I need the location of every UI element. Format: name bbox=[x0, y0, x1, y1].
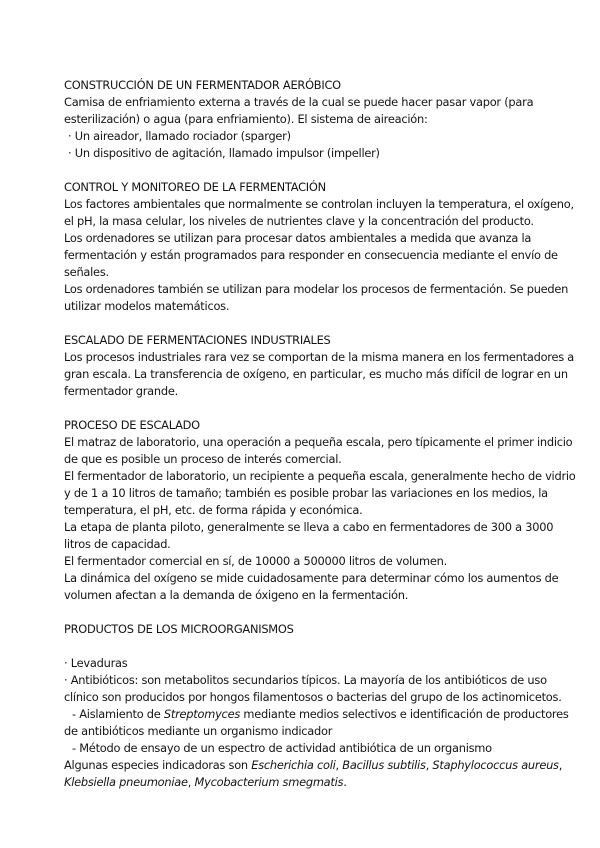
text-span: , bbox=[187, 775, 195, 789]
text-line: utilizar modelos matemáticos. bbox=[64, 299, 230, 313]
text-span: , bbox=[425, 758, 433, 772]
text-line: y de 1 a 10 litros de tamaño; también es posible probar las variaciones en los medios, la bbox=[64, 486, 548, 500]
bullet-item: · Un aireador, llamado rociador (sparger) bbox=[68, 129, 291, 143]
species-name: Bacillus subtilis bbox=[342, 758, 426, 772]
text-line: El fermentador de laboratorio, un recipiente a pequeña escala, generalmente hecho de vidrio bbox=[64, 469, 576, 483]
text-line: Los ordenadores también se utilizan para modelar los procesos de fermentación. Se pueden bbox=[64, 282, 569, 296]
text-line bbox=[64, 757, 564, 774]
text-line: de que es posible un proceso de interés comercial. bbox=[64, 452, 342, 466]
text-line: de antibióticos mediante un organismo indicador bbox=[64, 724, 333, 738]
document-content bbox=[64, 77, 576, 808]
section-heading: PROCESO DE ESCALADO bbox=[64, 418, 200, 432]
text-line: litros de capacidad. bbox=[64, 537, 171, 551]
text-line: fermentación y están programados para responder en consecuencia mediante el envío de bbox=[64, 248, 558, 262]
text-span: . bbox=[343, 775, 347, 789]
section-productos bbox=[64, 621, 569, 791]
text-line: clínico son producidos por hongos filamentosos o bacterias del grupo de los actinomicetos. bbox=[64, 690, 562, 704]
species-name: Staphylococcus aureus bbox=[432, 758, 559, 772]
section-heading: ESCALADO DE FERMENTACIONES INDUSTRIALES bbox=[64, 333, 331, 347]
section-control bbox=[64, 179, 574, 315]
text-line: El matraz de laboratorio, una operación a pequeña escala, pero típicamente el primer indicio bbox=[64, 435, 573, 449]
text-span: mediante medios selectivos e identificación de productores bbox=[240, 707, 569, 721]
bullet-item: · Levaduras bbox=[64, 656, 128, 670]
section-heading: CONTROL Y MONITOREO DE LA FERMENTACIÓN bbox=[64, 180, 326, 194]
text-line bbox=[64, 774, 564, 791]
species-name: Mycobacterium smegmatis bbox=[194, 775, 344, 789]
text-line: gran escala. La transferencia de oxígeno, en particular, es mucho más difícil de lograr en un bbox=[64, 367, 568, 381]
text-line: El fermentador comercial en sí, de 10000 a 500000 litros de volumen. bbox=[64, 554, 447, 568]
sub-item: - Método de ensayo de un espectro de actividad antibiótica de un organismo bbox=[72, 741, 492, 755]
text-line: el pH, la masa celular, los niveles de nutrientes clave y la concentración del producto. bbox=[64, 214, 534, 228]
section-heading: PRODUCTOS DE LOS MICROORGANISMOS bbox=[64, 622, 294, 636]
text-line: fermentador grande. bbox=[64, 384, 178, 398]
bullet-item: · Un dispositivo de agitación, llamado impulsor (impeller) bbox=[68, 146, 380, 160]
species-name: Klebsiella pneumoniae bbox=[64, 775, 188, 789]
text-line: volumen afectan a la demanda de óxigeno en la fermentación. bbox=[64, 588, 409, 602]
text-line: Los factores ambientales que normalmente se controlan incluyen la temperatura, el oxígeno, bbox=[64, 197, 574, 211]
text-line: temperatura, el pH, etc. de forma rápida y económica. bbox=[64, 503, 363, 517]
section-construccion bbox=[64, 77, 564, 162]
bullet-item: · Antibióticos: son metabolitos secundarios típicos. La mayoría de los antibióticos de uso bbox=[64, 673, 547, 687]
species-name: Escherichia coli bbox=[251, 758, 336, 772]
sub-item bbox=[64, 706, 569, 723]
section-heading: CONSTRUCCIÓN DE UN FERMENTADOR AERÓBICO bbox=[64, 78, 341, 92]
section-escalado-industrial bbox=[64, 332, 575, 400]
text-line: esterilización) o agua (para enfriamiento). El sistema de aireación: bbox=[64, 112, 428, 126]
text-line: La dinámica del oxígeno se mide cuidadosamente para determinar cómo los aumentos de bbox=[64, 571, 559, 585]
text-span: Algunas especies indicadoras son bbox=[64, 758, 252, 772]
text-line: Los ordenadores se utilizan para procesar datos ambientales a medida que avanza la bbox=[64, 231, 532, 245]
text-line: La etapa de planta piloto, generalmente se lleva a cabo en fermentadores de 300 a 3000 bbox=[64, 520, 554, 534]
section-proceso-escalado bbox=[64, 417, 576, 604]
text-span: - Aislamiento de bbox=[72, 707, 164, 721]
spacer bbox=[64, 638, 564, 655]
text-line: señales. bbox=[64, 265, 109, 279]
text-span: , bbox=[335, 758, 343, 772]
species-name: Streptomyces bbox=[163, 707, 241, 721]
text-line: Camisa de enfriamiento externa a través de la cual se puede hacer pasar vapor (para bbox=[64, 95, 534, 109]
text-line: Los procesos industriales rara vez se comportan de la misma manera en los fermentadores a bbox=[64, 350, 575, 364]
text-span: , bbox=[558, 758, 563, 772]
